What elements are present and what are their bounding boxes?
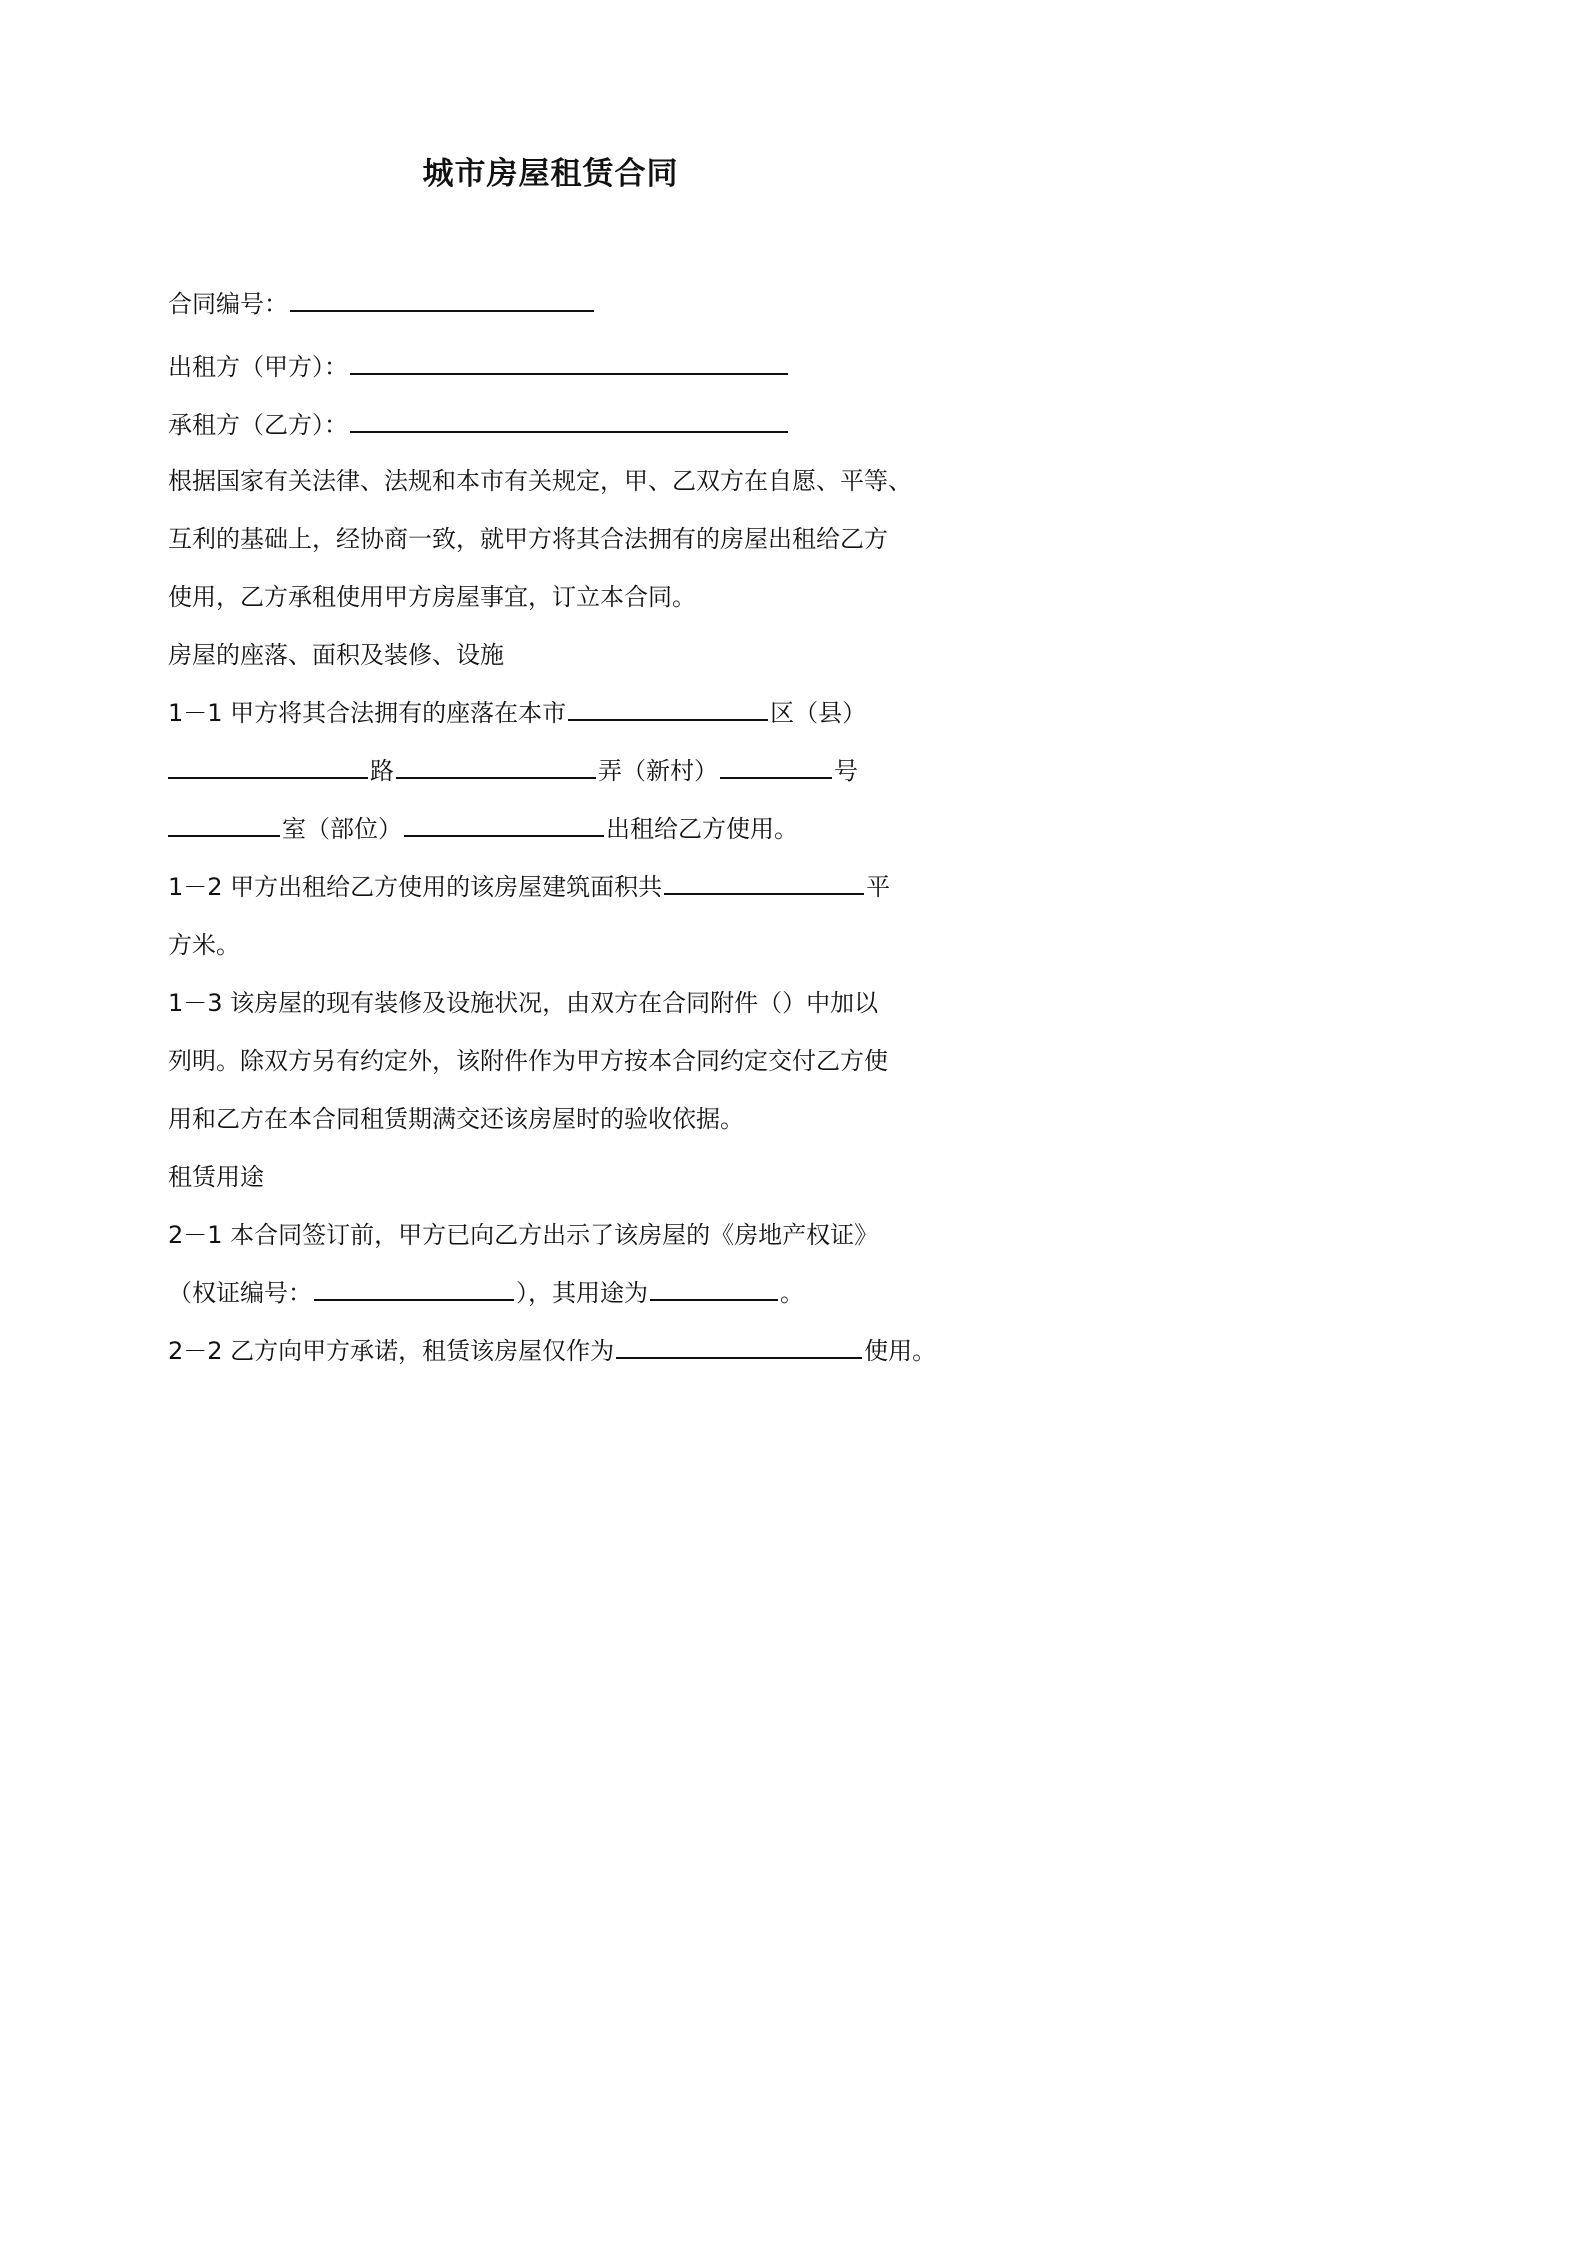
district-blank[interactable]	[568, 697, 768, 721]
clause-2-2-text-a: 2－2 乙方向甲方承诺，租赁该房屋仅作为	[168, 1337, 615, 1365]
clause-1-1-line-1	[168, 696, 866, 730]
section-2-heading: 租赁用途	[168, 1163, 264, 1191]
clause-1-1-text-g: 出租给乙方使用。	[606, 815, 798, 843]
preamble-line-3: 使用，乙方承租使用甲方房屋事宜，订立本合同。	[168, 583, 696, 611]
room-blank[interactable]	[168, 813, 280, 837]
clause-1-1-text-a: 1－1 甲方将其合法拥有的座落在本市	[168, 699, 567, 727]
lessee-label: 承租方（乙方）：	[168, 411, 348, 439]
clause-1-1-text-b: 区（县）	[770, 699, 867, 727]
preamble-line-2: 互利的基础上，经协商一致，就甲方将其合法拥有的房屋出租给乙方	[168, 525, 888, 553]
clause-1-1-line-3	[168, 812, 798, 846]
road-blank[interactable]	[168, 755, 368, 779]
clause-1-1-text-e: 号	[834, 757, 858, 785]
section-1-heading: 房屋的座落、面积及装修、设施	[168, 641, 504, 669]
clause-2-1-line-2	[168, 1276, 804, 1310]
contract-number-blank[interactable]	[290, 288, 594, 312]
document-page	[0, 0, 1101, 1558]
clause-1-2-text-a: 1－2 甲方出租给乙方使用的该房屋建筑面积共	[168, 873, 663, 901]
clause-1-3-line-3: 用和乙方在本合同租赁期满交还该房屋时的验收依据。	[168, 1105, 744, 1133]
clause-1-3-line-1: 1－3 该房屋的现有装修及设施状况，由双方在合同附件（）中加以	[168, 989, 879, 1017]
lessor-blank[interactable]	[350, 351, 788, 375]
lessor-line	[168, 350, 790, 384]
lessor-label: 出租方（甲方）：	[168, 353, 348, 381]
usage-blank[interactable]	[650, 1277, 778, 1301]
lane-blank[interactable]	[396, 755, 596, 779]
clause-2-2-line	[168, 1334, 936, 1368]
document-title: 城市房屋租赁合同	[422, 156, 679, 192]
clause-2-2-text-b: 使用。	[864, 1337, 937, 1365]
clause-2-1-text-b: （权证编号：	[168, 1279, 312, 1307]
clause-1-2-line-2: 方米。	[168, 931, 240, 959]
clause-1-1-line-2	[168, 754, 858, 788]
area-blank[interactable]	[664, 871, 864, 895]
clause-1-1-text-d: 弄（新村）	[598, 757, 718, 785]
lessee-blank[interactable]	[350, 409, 788, 433]
contract-number-line	[168, 287, 596, 321]
clause-1-1-text-c: 路	[370, 757, 394, 785]
clause-1-1-text-f: 室（部位）	[282, 815, 402, 843]
clause-1-2-text-b: 平	[866, 873, 891, 901]
number-blank[interactable]	[720, 755, 832, 779]
preamble-line-1: 根据国家有关法律、法规和本市有关规定，甲、乙双方在自愿、平等、	[168, 467, 912, 495]
lessee-line	[168, 408, 790, 442]
purpose-blank[interactable]	[616, 1335, 862, 1359]
certificate-number-blank[interactable]	[314, 1277, 514, 1301]
clause-2-1-text-d: 。	[780, 1279, 804, 1307]
clause-1-2-line-1	[168, 870, 890, 904]
part-blank[interactable]	[404, 813, 604, 837]
clause-1-3-line-2: 列明。除双方另有约定外，该附件作为甲方按本合同约定交付乙方使	[168, 1047, 888, 1075]
clause-2-1-text-c: ），其用途为	[516, 1279, 648, 1307]
clause-2-1-line-1: 2－1 本合同签订前，甲方已向乙方出示了该房屋的《房地产权证》	[168, 1221, 879, 1249]
contract-number-label: 合同编号：	[168, 290, 288, 318]
